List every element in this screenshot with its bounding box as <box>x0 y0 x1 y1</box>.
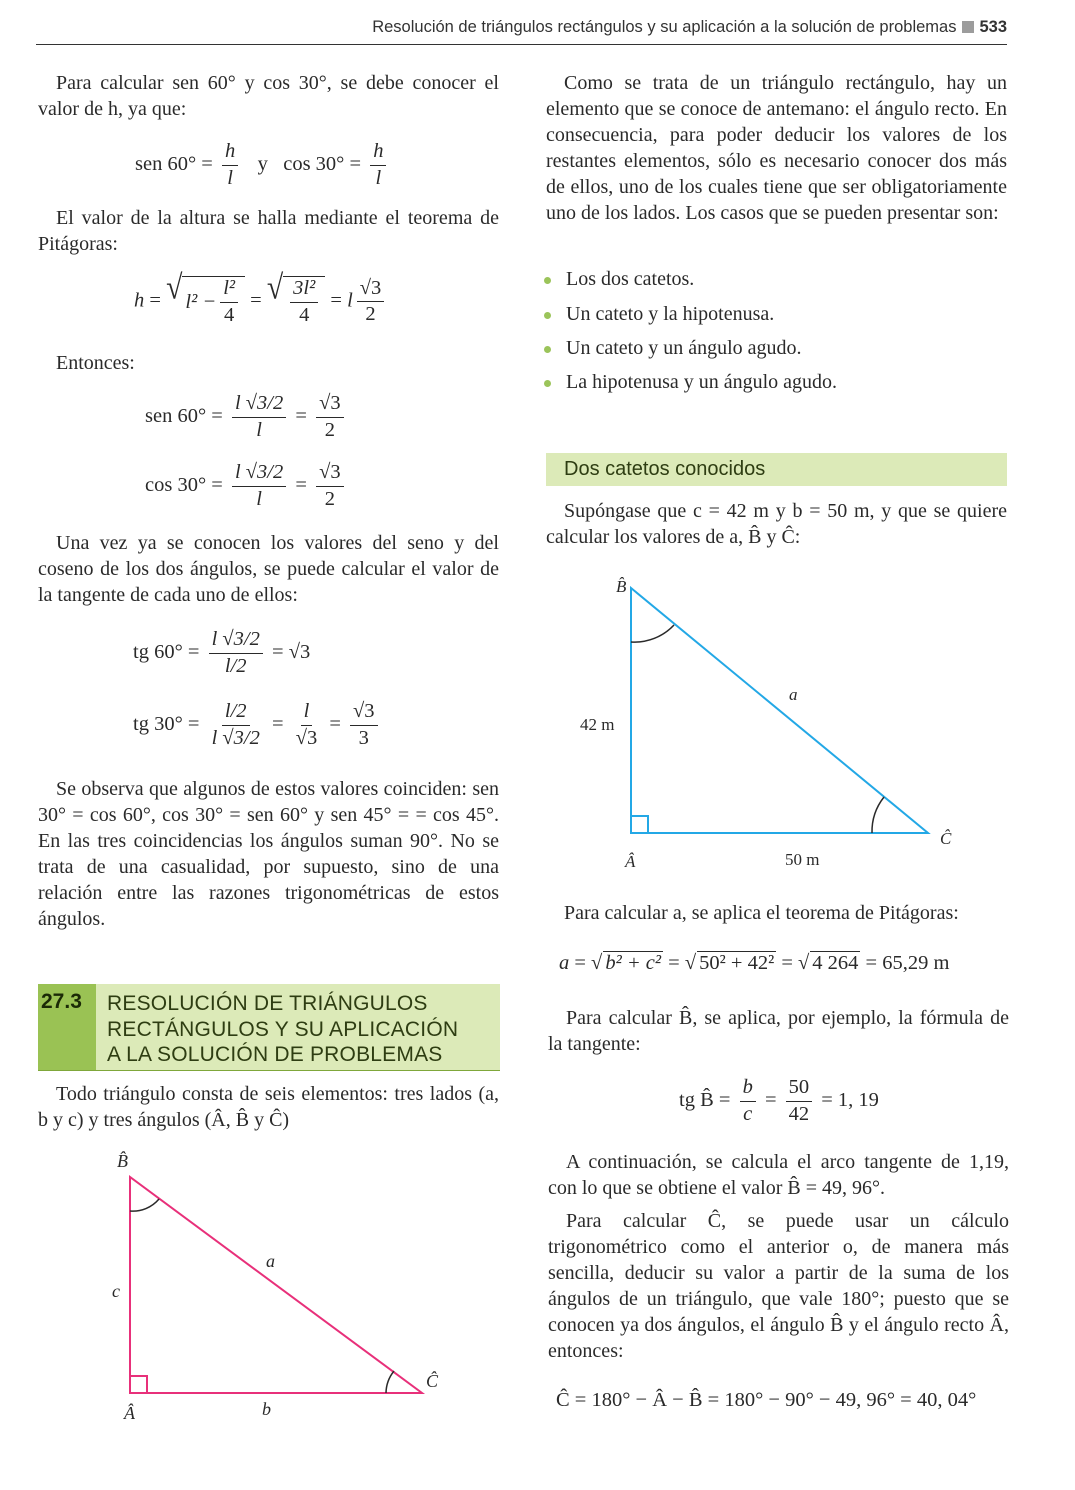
paragraph-arctan: A continuación, se calcula el arco tangente de 1,19, con lo que se obtiene el valor B̂ = 49, 96°. <box>548 1151 1009 1199</box>
bullet-text-2: Un cateto y la hipotenusa. <box>566 303 775 325</box>
eq-tgB-res: = 1, 19 <box>821 1088 879 1111</box>
vertex-label-a: Â <box>625 852 636 871</box>
eq-cos30-num: l √3/2 <box>232 461 286 487</box>
eq-tg30-den: l √3/2 <box>211 726 260 749</box>
vertex-label-c: Ĉ <box>426 1371 439 1391</box>
bullet-item <box>546 335 802 361</box>
eq-sen60-num: l √3/2 <box>232 392 286 418</box>
eq-tg30-n2: l <box>301 700 313 726</box>
eq-4-den: 4 <box>223 303 235 326</box>
figure-numeric-triangle <box>570 572 970 877</box>
vertex-label-b: B̂ <box>616 577 627 596</box>
eq-cos30-rnum: √3 <box>316 461 344 487</box>
side-label-50m: 50 m <box>785 850 820 869</box>
vertex-label-b: B̂ <box>117 1151 128 1171</box>
eq-sqrt3: √3 <box>357 277 385 303</box>
eq-radicand-4264: 4 264 <box>812 952 859 974</box>
bullet-item <box>546 369 837 395</box>
bullet-text-4: La hipotenusa y un ángulo agudo. <box>566 371 838 393</box>
section-title-line-3: A LA SOLUCIÓN DE PROBLEMAS <box>107 1043 443 1066</box>
paragraph-intro: Para calcular sen 60° y cos 30°, se debe conocer el valor de h, ya que: <box>38 72 499 120</box>
side-label-c: c <box>112 1281 120 1301</box>
section-title-line-2: RECTÁNGULOS Y SU APLICACIÓN <box>107 1017 459 1041</box>
eq-tgB-d2: 42 <box>788 1102 810 1125</box>
page-number: 533 <box>979 18 1007 36</box>
eq-3l2-num: 3l² <box>290 277 318 303</box>
running-title: Resolución de triángulos rectángulos y su aplicación a la solución de problemas <box>372 18 957 36</box>
bullet-text-1: Los dos catetos. <box>566 268 695 290</box>
paragraph-entonces: Entonces: <box>56 352 135 374</box>
eq-sen60-rden: 2 <box>324 418 335 441</box>
eq-h: h <box>134 289 145 312</box>
side-label-b: b <box>262 1399 271 1419</box>
eq-sen60-den: l <box>256 418 262 441</box>
eq-l2-num: l² <box>220 277 238 303</box>
paragraph-six-elements: Todo triángulo consta de seis elementos: tres lados (a, b y c) y tres ángulos (Â, B̂ y Ĉ) <box>38 1083 499 1131</box>
eq-l-squared: l² − <box>185 290 217 313</box>
bullet-item <box>546 301 774 327</box>
eq-num-h2: h <box>370 140 386 166</box>
equation-hypotenuse: a = √ b² + c² = √ 50² + 42² = √ 4 264 = 65,29 m <box>559 952 950 974</box>
eq-sen60-label: sen 60° <box>145 404 207 427</box>
section-title <box>107 991 458 1068</box>
eq-sen-label: sen 60° <box>135 152 197 175</box>
eq-2: 2 <box>365 303 376 326</box>
eq-den-l: l <box>227 166 233 189</box>
eq-tg30-num: l/2 <box>222 700 250 726</box>
angle-arc-b <box>631 625 674 642</box>
equation-sen-cos-definition: sen 60° = $\frac{h}{l}$ y cos 30° = $\frac{h}{l}$ <box>135 140 390 190</box>
equation-angle-c: Ĉ = 180° − Â − B̂ = 180° − 90° − 49, 96° = 40, 04° <box>556 1389 977 1411</box>
eq-tg60-den: l/2 <box>224 654 247 677</box>
side-label-42m: 42 m <box>580 715 615 734</box>
eq-den-l2: l <box>375 166 382 189</box>
triangle-outline <box>130 1177 422 1393</box>
paragraph-right-triangle-cases: Como se trata de un triángulo rectángulo, hay un elemento que se conoce de antemano: el ángulo recto. En consecuencia, para poder deducir los valores de los restantes elementos, sólo es necesario conocer dos más de ellos, uno de los cuales tiene que ser obligatoriamente uno de los lados. Los casos que se pueden presentar son: <box>546 72 1007 224</box>
side-label-a: a <box>266 1251 275 1271</box>
paragraph-given-values: Supóngase que c = 42 m y b = 50 m, y que se quiere calcular los valores de a, B̂ y Ĉ: <box>546 500 1007 548</box>
section-number: 27.3 <box>38 984 96 1070</box>
header-square-icon <box>962 21 974 33</box>
paragraph-calc-b: Para calcular B̂, se aplica, por ejemplo, la fórmula de la tangente: <box>548 1007 1009 1055</box>
paragraph-calc-a: Para calcular a, se aplica el teorema de Pitágoras: <box>564 902 959 924</box>
eq-tgB-n2: 50 <box>786 1076 813 1102</box>
eq-cos30-rden: 2 <box>324 487 335 510</box>
eq-tgB-n1: b <box>740 1076 756 1102</box>
equation-tg60: tg 60° = $\frac{l √3/2}{l/2}$ = √3 <box>133 628 311 677</box>
eq-tg60-label: tg 60° <box>133 640 183 663</box>
vertex-label-a: Â <box>124 1403 135 1423</box>
triangle-outline <box>631 588 928 833</box>
paragraph-calc-c: Para calcular Ĉ, se puede usar un cálculo trigonométrico como el anterior o, de manera más sencilla, deducir su valor a partir de la suma de los ángulos de un triángulo, que vale 180°; puesto que se conocen ya dos ángulos, el ángulo B̂ y el ángulo recto Â, entonces: <box>548 1210 1009 1362</box>
paragraph-tangent-intro: Una vez ya se conocen los valores del seno y del coseno de los dos ángulos, se puede calcular el valor de la tangente de cada uno de ellos: <box>38 532 499 606</box>
eq-radicand-bc: b² + c² <box>605 952 662 974</box>
bullet-text-3: Un cateto y un ángulo agudo. <box>566 337 802 359</box>
eq-sen60-rnum: √3 <box>316 392 344 418</box>
eq-tg30-n3: √3 <box>350 700 378 726</box>
eq-tg60-res: √3 <box>288 640 311 663</box>
section-heading-box <box>38 984 500 1071</box>
eq-radicand-5042: 50² + 42² <box>699 952 775 974</box>
vertex-label-c: Ĉ <box>940 829 952 848</box>
angle-arc-c <box>386 1371 394 1393</box>
side-label-a: a <box>789 685 798 704</box>
eq-tg30-d3: 3 <box>358 726 369 749</box>
eq-a-result: = 65,29 m <box>865 952 950 974</box>
eq-tgB-d1: c <box>743 1102 753 1125</box>
equation-tgB: tg B̂ = $\frac{b}{c}$ = $\frac{50}{42}$ = 1, 19 <box>679 1076 879 1125</box>
paragraph-pythagoras: El valor de la altura se halla mediante el teorema de Pitágoras: <box>38 207 499 255</box>
eq-tg30-label: tg 30° <box>133 712 183 735</box>
eq-4-den-b: 4 <box>299 303 310 326</box>
angle-arc-b <box>130 1199 159 1211</box>
eq-tgB-label: tg B̂ <box>679 1088 714 1111</box>
right-angle-marker <box>130 1376 147 1393</box>
figure-generic-triangle <box>100 1145 460 1430</box>
equation-tg30: tg 30° = $\frac{l/2}{l √3/2}$ = $\frac{l}{√3}$ = $\frac{√3}{3}$ <box>133 700 382 750</box>
bullet-item <box>546 266 694 292</box>
angle-arc-c <box>872 797 884 833</box>
equation-sen60: sen 60° = $\frac{l √3/2}{l}$ = $\frac{√3}{2}$ <box>145 392 348 442</box>
equation-height: h = √ l² − $\frac{\text{l²}}{4}$ = √ $\frac{\text{3l²}}{4}$ = l $\frac{√3}{2}$ <box>134 276 388 327</box>
eq-cos30-label: cos 30° <box>145 473 207 496</box>
eq-a: a <box>559 952 570 974</box>
eq-num-h: h <box>222 140 238 166</box>
running-header <box>36 18 1007 45</box>
equation-cos30: cos 30° = $\frac{l √3/2}{l}$ = $\frac{√3}{2}$ <box>145 461 348 511</box>
subheading-dos-catetos: Dos catetos conocidos <box>546 453 1007 486</box>
eq-and: y <box>257 152 268 175</box>
eq-cos-label: cos 30° <box>283 152 345 175</box>
paragraph-coincidences: Se observa que algunos de estos valores coinciden: sen 30° = cos 60°, cos 30° = sen 60° y sen 45° = = cos 45°. En las tres coincidencias los ángulos suman 90°. No se trata de una casualidad, por supuesto, sino de una relación entre las razones trigonométricas de estos ángulos. <box>38 778 499 930</box>
eq-cos30-den: l <box>256 487 262 510</box>
eq-l-coef: l <box>347 289 353 312</box>
section-title-line-1: RESOLUCIÓN DE TRIÁNGULOS <box>107 992 428 1015</box>
eq-tg30-d2: √3 <box>295 726 318 749</box>
right-angle-marker <box>631 816 648 833</box>
eq-tg60-num: l √3/2 <box>209 628 263 654</box>
